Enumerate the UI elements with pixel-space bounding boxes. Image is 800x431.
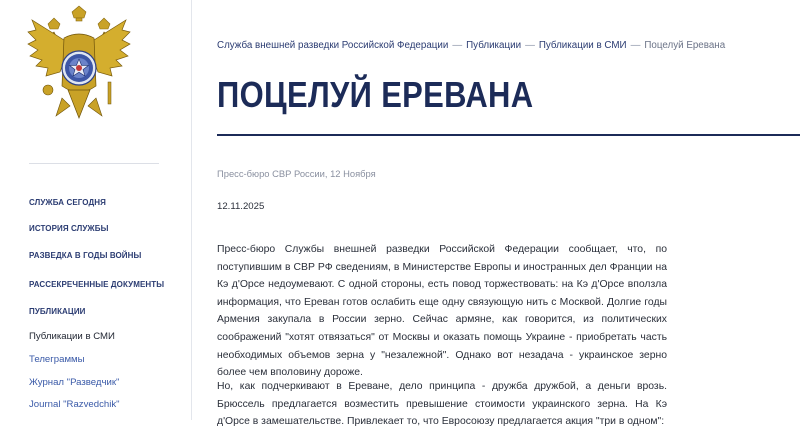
sidebar-item-journal-ru[interactable]: Журнал "Разведчик" bbox=[29, 377, 120, 388]
article-source: Пресс-бюро СВР России, 12 Ноября bbox=[217, 168, 376, 179]
title-rule bbox=[217, 134, 800, 136]
sidebar-item-publications[interactable]: ПУБЛИКАЦИИ bbox=[29, 306, 86, 316]
breadcrumb-link-svr[interactable]: Служба внешней разведки Российской Федерации bbox=[217, 40, 449, 51]
sidebar-item-war-intelligence[interactable]: РАЗВЕДКА В ГОДЫ ВОЙНЫ bbox=[29, 250, 142, 260]
breadcrumb-current: Поцелуй Еревана bbox=[644, 40, 726, 51]
breadcrumb-separator: — bbox=[525, 40, 535, 51]
sidebar-item-media-publications[interactable]: Публикации в СМИ bbox=[29, 331, 115, 342]
page-title: ПОЦЕЛУЙ ЕРЕВАНА bbox=[217, 74, 534, 115]
sidebar-item-history[interactable]: ИСТОРИЯ СЛУЖБЫ bbox=[29, 223, 109, 233]
breadcrumb bbox=[217, 40, 725, 51]
sidebar-item-telegrams[interactable]: Телеграммы bbox=[29, 354, 85, 365]
sidebar-item-service-today[interactable]: СЛУЖБА СЕГОДНЯ bbox=[29, 197, 106, 207]
breadcrumb-link-publications[interactable]: Публикации bbox=[466, 40, 522, 51]
sidebar bbox=[0, 0, 192, 420]
breadcrumb-separator: — bbox=[452, 40, 463, 51]
article-paragraph: Пресс-бюро Службы внешней разведки Российской Федерации сообщает, что, по поступившим в СВР РФ сведениям, в Министерстве Европы и иностранных дел Франции на Кэ д'Орсе недоумевают. С одной стороны, есть повод торжествовать: на Кэ д'Орсе вползла информация, что Ереван готов ослабить еще одну связующую нить с Москвой. Долгие годы Армения закупала в России зерно. Сейчас армяне, как говорится, из политических соображений "хотят отвязаться" от Москвы и оказать помощь Украине - приобретать часть необходимых объемов зерна у "незалежной". Однако вот незадача - украинское зерно более чем вполовину дороже. bbox=[217, 244, 667, 379]
breadcrumb-separator: — bbox=[630, 40, 641, 51]
svr-emblem-logo[interactable] bbox=[26, 6, 132, 134]
sidebar-item-declassified[interactable]: РАССЕКРЕЧЕННЫЕ ДОКУМЕНТЫ bbox=[29, 279, 165, 289]
sidebar-item-journal-en[interactable]: Journal "Razvedchik" bbox=[29, 399, 120, 410]
article-date: 12.11.2025 bbox=[217, 201, 265, 212]
sidebar-divider bbox=[29, 163, 159, 164]
breadcrumb-link-media[interactable]: Публикации в СМИ bbox=[538, 40, 627, 51]
article-paragraph: Но, как подчеркивают в Ереване, дело принципа - дружба дружбой, а деньги врозь. Брюссель предлагается возместить превышение стоимости украинского зерна. На Кэ д'Орсе в замешательстве. Привлекает то, что Евросоюзу предлагается акция "три в одном": bbox=[217, 381, 667, 428]
